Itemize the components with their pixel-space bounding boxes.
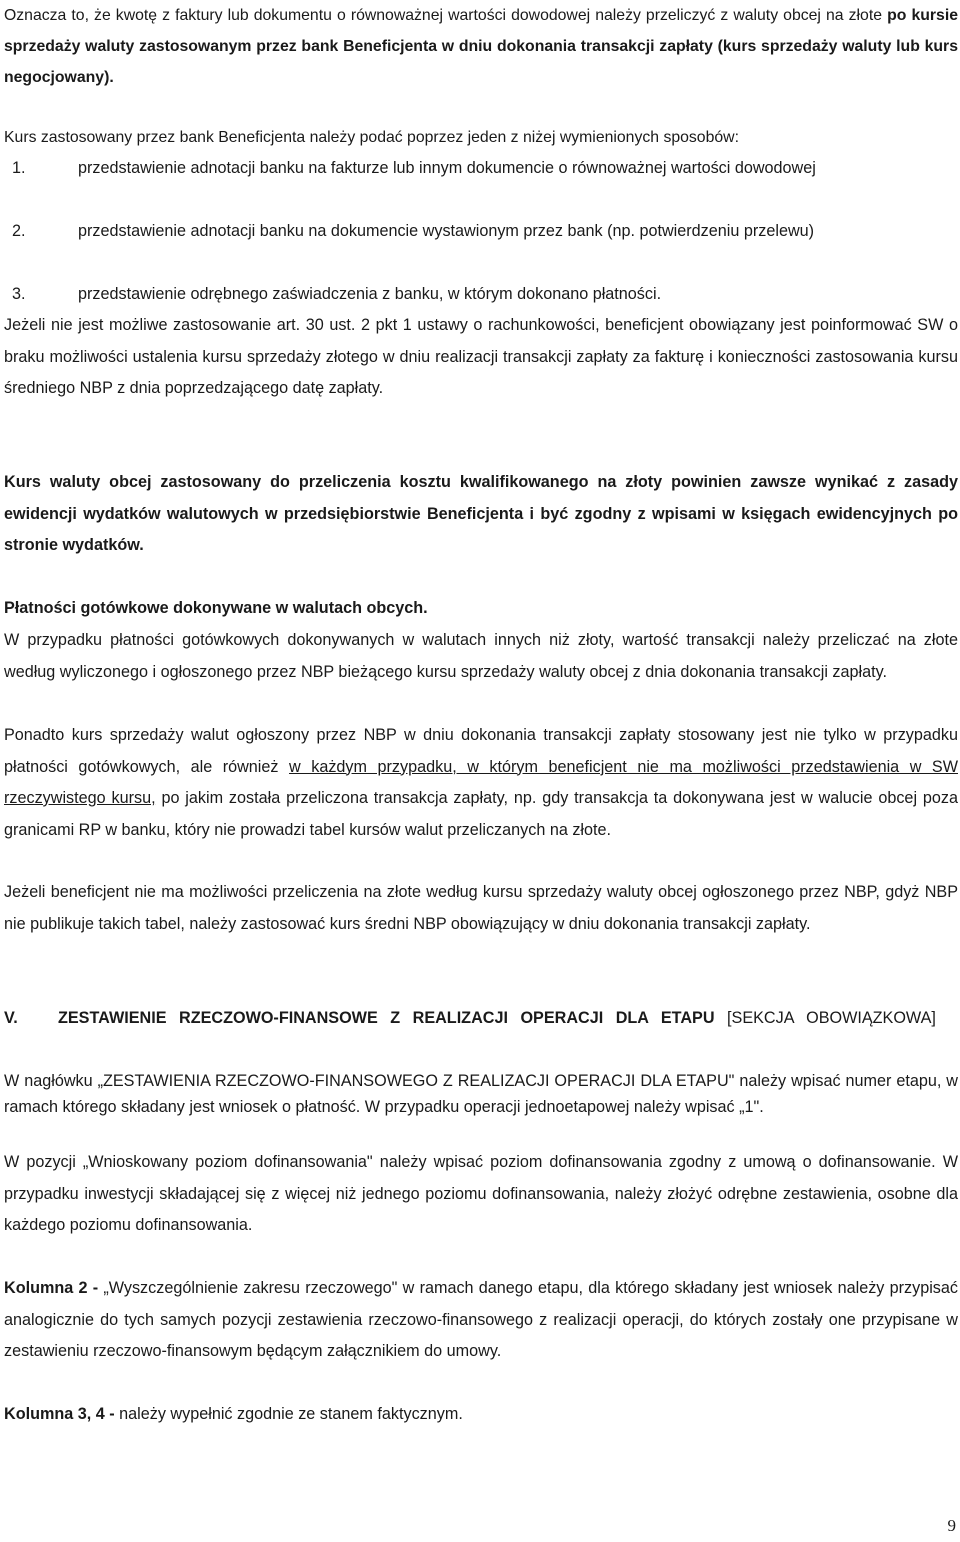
paragraph-text: po jakim została przeliczona transakcja zapłaty, np. gdy transakcja ta dokonywana jest w walucie obcej poza granicami RP w banku, który nie prowadzi tabel kursów walut przeliczanych na złote. bbox=[4, 789, 958, 839]
paragraph-text: Ponadto kurs sprzedaży walut ogłoszony przez NBP w dniu dokonania transakcji zapłaty stosowany jest nie tylko w przypadku płatności gotówkowych, ale również bbox=[4, 726, 958, 776]
list-number: 1. bbox=[12, 159, 26, 177]
column-label: Kolumna 2 - bbox=[4, 1279, 99, 1297]
page-number: 9 bbox=[947, 1516, 956, 1535]
paragraph-rate-policy: Kurs waluty obcej zastosowany do przeliczenia kosztu kwalifikowanego na złoty powinien zawsze wynikać z zasady ewidencji wydatków walutowych w przedsiębiorstwie Beneficjenta i być zgodny z wpisami w księgach ewidencyjnych po stronie wydatków. bbox=[4, 473, 958, 554]
section-v-heading bbox=[4, 1003, 958, 1035]
paragraph-nbp-rate bbox=[4, 720, 958, 846]
paragraph-nbp-average: Jeżeli beneficjent nie ma możliwości przeliczenia na złote według kursu sprzedaży waluty obcej ogłoszonego przez NBP, gdyż NBP nie publikuje takich tabel, należy zastosować kurs średni NBP obowiązujący w dniu dokonania transakcji zapłaty. bbox=[4, 883, 958, 933]
column-label: Kolumna 3, 4 - bbox=[4, 1405, 115, 1423]
section-tag: [SEKCJA OBOWIĄZKOWA] bbox=[727, 1009, 936, 1027]
list-number: 3. bbox=[12, 285, 26, 303]
list-number: 2. bbox=[12, 222, 26, 240]
section-title: ZESTAWIENIE RZECZOWO-FINANSOWE Z REALIZACJI OPERACJI DLA ETAPU bbox=[58, 1009, 715, 1027]
section-heading-cash: Płatności gotówkowe dokonywane w walutach obcych. bbox=[4, 599, 428, 617]
list-item bbox=[4, 216, 958, 248]
list-text: przedstawienie adnotacji banku na fakturze lub innym dokumencie o równoważnej wartości dowodowej bbox=[78, 159, 816, 177]
list-item bbox=[4, 153, 958, 185]
paragraph-cash-payments: W przypadku płatności gotówkowych dokonywanych w walutach innych niż złoty, wartość transakcji należy przeliczać na złote według wyliczonego i ogłoszonego przez NBP bieżącego kursu sprzedaży waluty obcej z dnia dokonania transakcji zapłaty. bbox=[4, 631, 958, 681]
paragraph-column-3-4 bbox=[4, 1399, 958, 1431]
paragraph-column-2 bbox=[4, 1273, 958, 1368]
paragraph-art30: Jeżeli nie jest możliwe zastosowanie art. 30 ust. 2 pkt 1 ustawy o rachunkowości, beneficjent obowiązany jest poinformować SW o braku możliwości ustalenia kursu sprzedaży złotego w dniu realizacji transakcji zapłaty za fakturę i konieczności zastosowania kursu średniego NBP z dnia poprzedzającego datę zapłaty. bbox=[4, 316, 958, 397]
list-text: przedstawienie adnotacji banku na dokumencie wystawionym przez bank (np. potwierdzeniu przelewu) bbox=[78, 222, 815, 240]
list-text: przedstawienie odrębnego zaświadczenia z banku, w którym dokonano płatności. bbox=[78, 285, 662, 303]
bold-text: po kursie sprzedaży waluty zastosowanym przez bank Beneficjenta w dniu dokonania transakcji zapłaty (kurs sprzedaży waluty lub kurs negocjowany). bbox=[4, 7, 959, 86]
list-item bbox=[4, 279, 958, 311]
paragraph-text: „Wyszczególnienie zakresu rzeczowego" w ramach danego etapu, dla którego składany jest wniosek należy przypisać analogicznie do tych samych pozycji zestawienia rzeczowo-finansowego z realizacji operacji, do których zostały one przypisane w zestawieniu rzeczowo-finansowym będącym załącznikiem do umowy. bbox=[4, 1279, 958, 1360]
paragraph-text: Oznacza to, że kwotę z faktury lub dokumentu o równoważnej wartości dowodowej należy przeliczyć z waluty obcej na złote bbox=[4, 7, 888, 24]
underlined-text: w każdym przypadku, w którym beneficjent nie ma możliwości przedstawienia w SW rzeczywistego kursu, bbox=[4, 757, 958, 807]
paragraph-header-instructions: W nagłówku „ZESTAWIENIA RZECZOWO-FINANSOWEGO Z REALIZACJI OPERACJI DLA ETAPU" należy wpisać numer etapu, w ramach którego składany jest wniosek o płatność. W przypadku operacji jednoetapowej należy wpisać „1". bbox=[4, 1072, 958, 1116]
paragraph-funding-level: W pozycji „Wnioskowany poziom dofinansowania" należy wpisać poziom dofinansowania zgodny z umową o dofinansowanie. W przypadku inwestycji składającej się z więcej niż jednego poziomu dofinansowania, należy złożyć odrębne zestawienia, osobne dla każdego poziomu dofinansowania. bbox=[4, 1153, 958, 1234]
paragraph-exchange-rate bbox=[4, 0, 958, 93]
section-number: V. bbox=[4, 1009, 18, 1027]
paragraph-text: należy wypełnić zgodnie ze stanem faktycznym. bbox=[114, 1405, 463, 1423]
paragraph-rate-methods: Kurs zastosowany przez bank Beneficjenta należy podać poprzez jeden z niżej wymienionych sposobów: bbox=[4, 129, 739, 146]
